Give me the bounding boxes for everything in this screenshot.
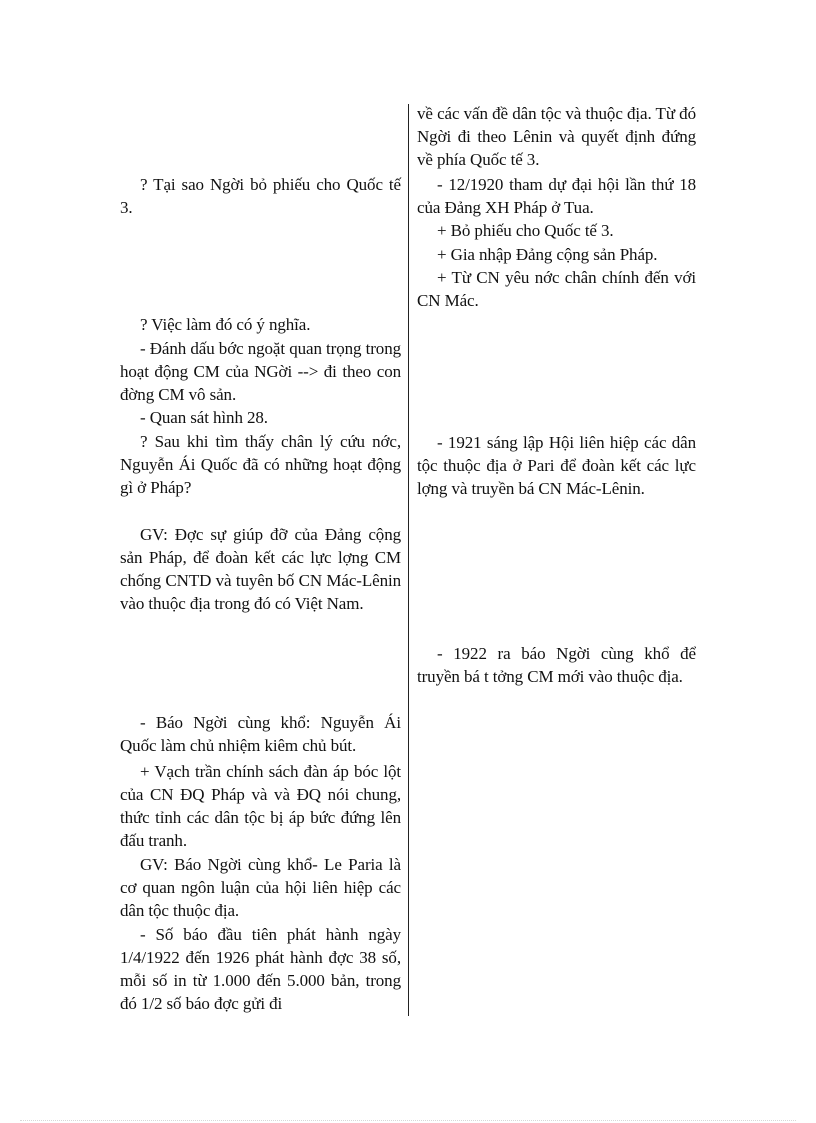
- answer-turning-point: - Đánh dấu bớc ngoặt quan trọng trong hoạt động CM của NGời --> đi theo con đờng CM vô sản.: [120, 339, 401, 404]
- congress-tours-1920: - 12/1920 tham dự đại hội lần thứ 18 của Đảng XH Pháp ở Tua.: [417, 175, 696, 217]
- union-founding-1921: - 1921 sáng lập Hội liên hiệp các dân tộc thuộc địa ở Pari để đoàn kết các lực lợng và truyền bá CN Mác-Lênin.: [417, 433, 696, 498]
- newspaper-editor-note: - Báo Ngời cùng khổ: Nguyễn Ái Quốc làm chủ nhiệm kiêm chủ bút.: [120, 713, 401, 755]
- first-issue-note: - Số báo đầu tiên phát hành ngày 1/4/1922 đến 1926 phát hành đợc 38 số, mỗi số in từ 1.000 đến 5.000 bản, trong đó 1/2 số báo đợc gửi đi: [120, 925, 401, 1013]
- lenin-theses-continuation: về các vấn đề dân tộc và thuộc địa. Từ đó Ngời đi theo Lênin và quyết định đứng về phía Quốc tế 3.: [417, 104, 696, 169]
- join-communist-party: + Gia nhập Đảng cộng sản Pháp.: [437, 245, 658, 264]
- teacher-note-party-help: GV: Đợc sự giúp đỡ của Đảng cộng sản Pháp, để đoàn kết các lực lợng CM chống CNTD và tuyên bố CN Mác-Lênin vào thuộc địa trong đó có Việt Nam.: [120, 525, 401, 613]
- observe-figure-28: - Quan sát hình 28.: [140, 408, 268, 427]
- vote-third-international: + Bỏ phiếu cho Quốc tế 3.: [437, 221, 614, 240]
- question-why-vote: ? Tại sao Ngời bỏ phiếu cho Quốc tế 3.: [120, 175, 401, 217]
- newspaper-purpose-note: + Vạch trần chính sách đàn áp bóc lột của CN ĐQ Pháp và và ĐQ nói chung, thức tỉnh các dân tộc bị áp bức đứng lên đấu tranh.: [120, 762, 401, 850]
- page-bottom-dotted-line: [20, 1120, 796, 1121]
- question-activities-france: ? Sau khi tìm thấy chân lý cứu nớc, Nguyễn Ái Quốc đã có những hoạt động gì ở Pháp?: [120, 432, 401, 497]
- patriotism-to-marxism: + Từ CN yêu nớc chân chính đến với CN Mác.: [417, 268, 696, 310]
- question-significance: ? Việc làm đó có ý nghĩa.: [140, 315, 311, 334]
- teacher-note-le-paria: GV: Báo Ngời cùng khổ- Le Paria là cơ quan ngôn luận của hội liên hiệp các dân tộc thuộc địa.: [120, 855, 401, 920]
- column-divider: [408, 104, 409, 1016]
- newspaper-launch-1922: - 1922 ra báo Ngời cùng khổ để truyền bá t tởng CM mới vào thuộc địa.: [417, 644, 696, 686]
